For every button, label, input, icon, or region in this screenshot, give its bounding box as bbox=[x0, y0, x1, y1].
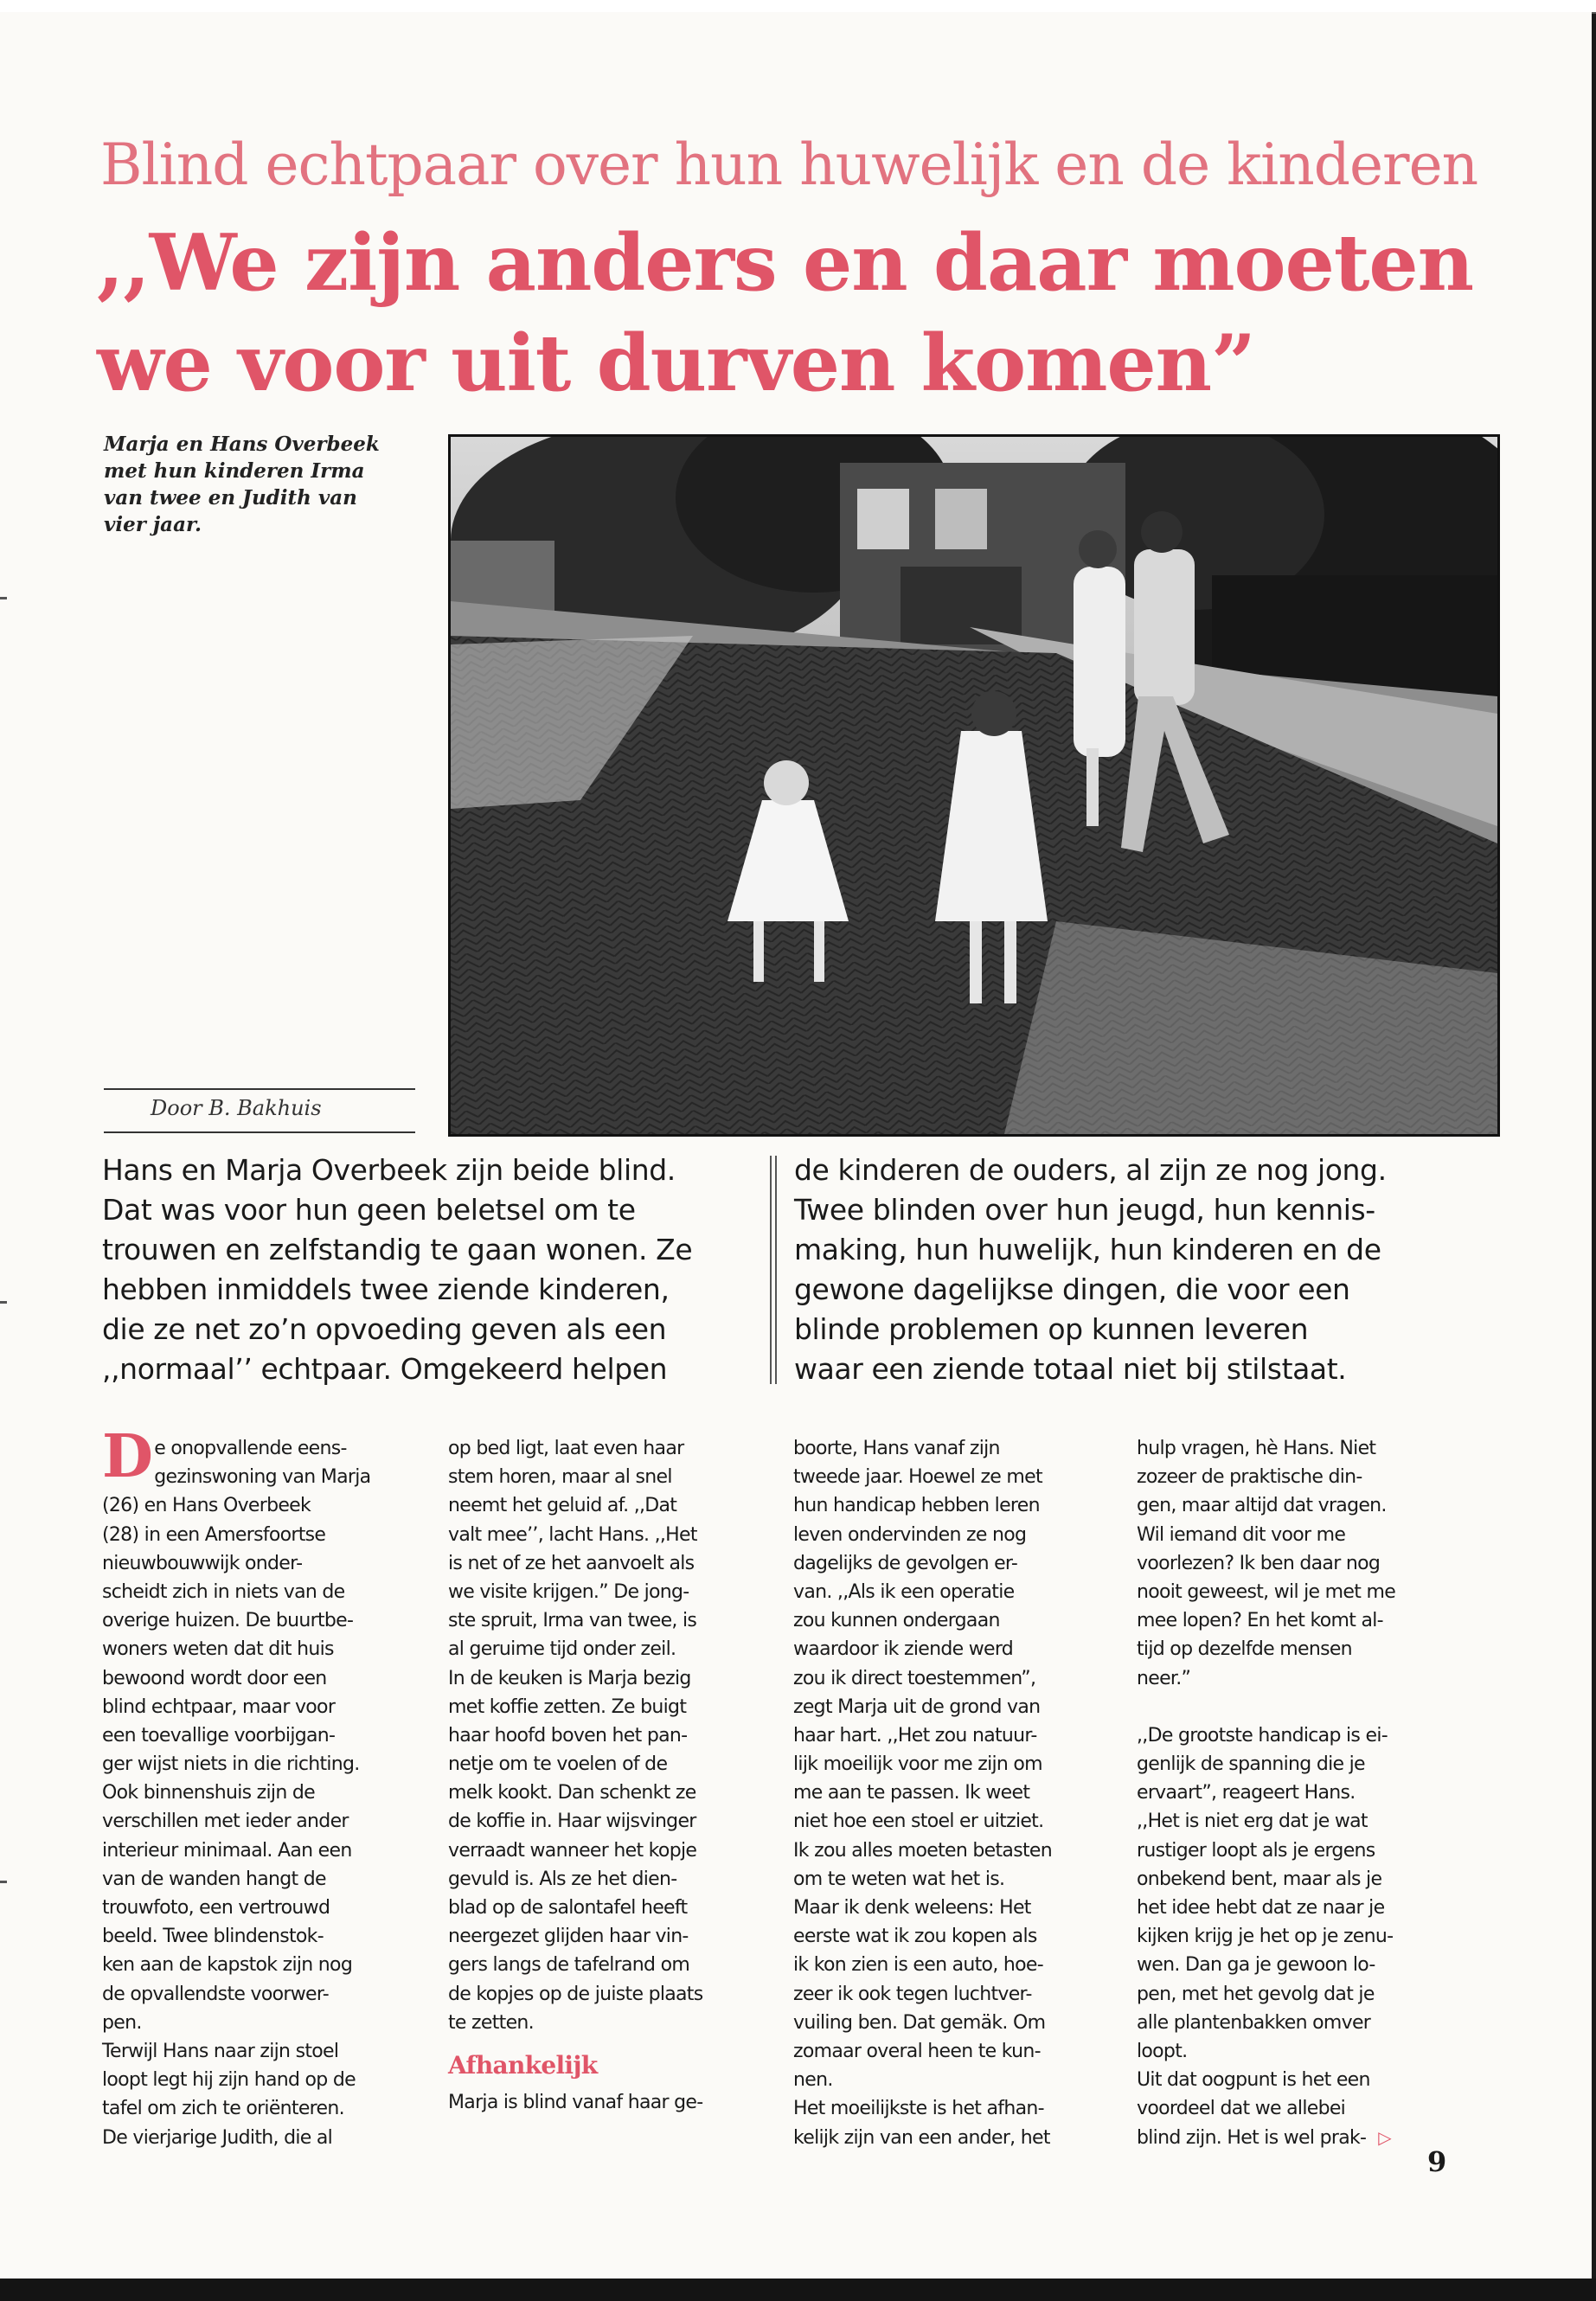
col2-after-lines bbox=[448, 2088, 777, 2117]
body-line: haar hoofd boven het pan- bbox=[448, 1724, 688, 1747]
body-line: netje om te voelen of de bbox=[448, 1753, 668, 1776]
body-line: De vierjarige Judith, die al bbox=[102, 2126, 333, 2149]
continue-arrow-icon: ▷ bbox=[1378, 2126, 1391, 2148]
body-line: blad op de salontafel heeft bbox=[448, 1897, 688, 1919]
body-line: woners weten dat dit huis bbox=[102, 1638, 334, 1661]
body-line: tafel om zich te oriënteren. bbox=[102, 2098, 344, 2120]
body-line: al geruime tijd onder zeil. bbox=[448, 1638, 676, 1661]
body-line: zeer ik ook tegen luchtver- bbox=[793, 1983, 1032, 2005]
body-line: haar hart. ,,Het zou natuur- bbox=[793, 1724, 1037, 1747]
body-line: zomaar overal heen te kun- bbox=[793, 2040, 1041, 2062]
intro-right bbox=[794, 1150, 1477, 1389]
body-line: Het moeilijkste is het afhan- bbox=[793, 2098, 1044, 2120]
body-line: blind echtpaar, maar voor bbox=[102, 1695, 336, 1718]
col4-lines-b bbox=[1137, 1721, 1465, 2124]
body-line: hulp vragen, hè Hans. Niet bbox=[1137, 1438, 1376, 1459]
body-line: (28) in een Amersfoortse bbox=[102, 1523, 326, 1546]
body-line: een toevallige voorbijgan- bbox=[102, 1724, 336, 1747]
col1-lines bbox=[102, 1521, 431, 2152]
intro-line: de kinderen de ouders, al zijn ze nog jong. bbox=[794, 1153, 1387, 1187]
body-line: gezinswoning van Marja bbox=[154, 1466, 371, 1489]
intro-line: blinde problemen op kunnen leveren bbox=[794, 1312, 1309, 1346]
body-line: pen. bbox=[102, 2011, 142, 2034]
body-line: In de keuken is Marja bezig bbox=[448, 1667, 691, 1689]
body-column-4 bbox=[1137, 1434, 1465, 2152]
body-line: neemt het geluid af. ,,Dat bbox=[448, 1495, 677, 1517]
body-line: melk kookt. Dan schenkt ze bbox=[448, 1782, 696, 1804]
margin-mark bbox=[0, 597, 7, 599]
body-line: niet hoe een stoel er uitziet. bbox=[793, 1811, 1044, 1833]
body-line: ik kon zien is een auto, hoe- bbox=[793, 1954, 1043, 1977]
body-line: zou ik direct toestemmen”, bbox=[793, 1667, 1036, 1689]
body-line: leven ondervinden ze nog bbox=[793, 1523, 1027, 1546]
body-line: tijd op dezelfde mensen bbox=[1137, 1638, 1352, 1661]
body-line: Maar ik denk weleens: Het bbox=[793, 1897, 1031, 1919]
body-column-3 bbox=[793, 1434, 1122, 2152]
body-line: kijken krijg je het op je zenu- bbox=[1137, 1926, 1394, 1948]
body-line: hun handicap hebben leren bbox=[793, 1495, 1040, 1517]
body-line: neer.” bbox=[1137, 1667, 1191, 1689]
body-line: Terwijl Hans naar zijn stoel bbox=[102, 2040, 339, 2062]
photo-caption bbox=[104, 431, 415, 538]
body-line: tweede jaar. Hoewel ze met bbox=[793, 1466, 1042, 1489]
body-line: ,,Het is niet erg dat je wat bbox=[1137, 1811, 1368, 1833]
intro-line: ,,normaal’’ echtpaar. Omgekeerd helpen bbox=[102, 1352, 668, 1386]
margin-mark bbox=[0, 1881, 7, 1883]
family-photo bbox=[448, 434, 1500, 1137]
body-line: alle plantenbakken omver bbox=[1137, 2011, 1371, 2034]
magazine-page bbox=[0, 12, 1592, 2279]
body-line: wen. Dan ga je gewoon lo- bbox=[1137, 1954, 1375, 1977]
body-line: met koffie zetten. Ze buigt bbox=[448, 1695, 687, 1718]
body-line: nen. bbox=[793, 2069, 833, 2092]
paragraph-gap bbox=[1137, 1693, 1465, 1721]
body-line: voordeel dat we allebei bbox=[1137, 2098, 1346, 2120]
body-line: van de wanden hangt de bbox=[102, 1868, 326, 1890]
body-line: verraadt wanneer het kopje bbox=[448, 1839, 697, 1862]
body-line: loopt legt hij zijn hand op de bbox=[102, 2069, 356, 2092]
caption-line: van twee en Judith van bbox=[104, 486, 357, 510]
col2-lines bbox=[448, 1434, 777, 2037]
intro-line: trouwen en zelfstandig te gaan wonen. Ze bbox=[102, 1233, 693, 1266]
headline-line: we voor uit durven komen” bbox=[97, 317, 1255, 409]
body-line: eerste wat ik zou kopen als bbox=[793, 1926, 1037, 1948]
body-line: stem horen, maar al snel bbox=[448, 1466, 672, 1489]
section-subhead: Afhankelijk bbox=[448, 2050, 598, 2080]
body-line: genlijk de spanning die je bbox=[1137, 1753, 1365, 1776]
body-line: we visite krijgen.” De jong- bbox=[448, 1580, 689, 1603]
body-line bbox=[1137, 2124, 1465, 2152]
body-line: me aan te passen. Ik weet bbox=[793, 1782, 1030, 1804]
body-line: zozeer de praktische din- bbox=[1137, 1466, 1362, 1489]
caption-line: met hun kinderen Irma bbox=[104, 459, 365, 483]
body-line: boorte, Hans vanaf zijn bbox=[793, 1438, 1000, 1459]
body-line: waardoor ik ziende werd bbox=[793, 1638, 1014, 1661]
body-line: onbekend bent, maar als je bbox=[1137, 1868, 1382, 1890]
margin-mark bbox=[0, 1301, 7, 1304]
body-line: scheidt zich in niets van de bbox=[102, 1580, 345, 1603]
body-line: ste spruit, Irma van twee, is bbox=[448, 1610, 697, 1632]
body-line: e onopvallende eens- bbox=[154, 1438, 347, 1459]
byline-rule bbox=[104, 1088, 415, 1090]
body-line: gevuld is. Als ze het dien- bbox=[448, 1868, 677, 1890]
body-line: trouwfoto, een vertrouwd bbox=[102, 1897, 330, 1919]
intro-line: waar een ziende totaal niet bij stilstaat. bbox=[794, 1352, 1347, 1386]
caption-line: Marja en Hans Overbeek bbox=[104, 433, 380, 456]
body-line: ger wijst niets in die richting. bbox=[102, 1753, 360, 1776]
body-line: bewoond wordt door een bbox=[102, 1667, 327, 1689]
body-line: de koffie in. Haar wijsvinger bbox=[448, 1811, 696, 1833]
body-line: voorlezen? Ik ben daar nog bbox=[1137, 1552, 1381, 1574]
headline-line: ,,We zijn anders en daar moeten bbox=[97, 217, 1474, 309]
intro-line: Dat was voor hun geen beletsel om te bbox=[102, 1193, 636, 1227]
body-line: nooit geweest, wil je met me bbox=[1137, 1580, 1396, 1603]
body-line: gen, maar altijd dat vragen. bbox=[1137, 1495, 1387, 1517]
intro-divider bbox=[770, 1156, 772, 1384]
byline-rule bbox=[104, 1131, 415, 1133]
body-line: (26) en Hans Overbeek bbox=[102, 1495, 311, 1517]
article-headline bbox=[97, 213, 1533, 413]
body-line: neergezet glijden haar vin- bbox=[448, 1926, 689, 1948]
body-line: op bed ligt, laat even haar bbox=[448, 1438, 684, 1459]
body-line: mee lopen? En het komt al- bbox=[1137, 1610, 1383, 1632]
body-line: valt mee’’, lacht Hans. ,,Het bbox=[448, 1523, 697, 1546]
body-line: rustiger loopt als je ergens bbox=[1137, 1839, 1375, 1862]
body-line: de opvallendste voorwer- bbox=[102, 1983, 329, 2005]
col4-lines-a bbox=[1137, 1434, 1465, 1693]
body-line: ,,De grootste handicap is ei- bbox=[1137, 1724, 1388, 1747]
body-line: nieuwbouwwijk onder- bbox=[102, 1552, 303, 1574]
body-line: om te weten wat het is. bbox=[793, 1868, 1005, 1890]
intro-line: die ze net zo’n opvoeding geven als een bbox=[102, 1312, 667, 1346]
body-line: is net of ze het aanvoelt als bbox=[448, 1552, 695, 1574]
intro-line: Twee blinden over hun jeugd, hun kennis- bbox=[794, 1193, 1375, 1227]
body-line: Ik zou alles moeten betasten bbox=[793, 1839, 1052, 1862]
body-line: het idee hebt dat ze naar je bbox=[1137, 1897, 1385, 1919]
drop-cap: D bbox=[102, 1422, 153, 1491]
scan-bottom-edge bbox=[0, 2279, 1596, 2301]
body-line: van. ,,Als ik een operatie bbox=[793, 1580, 1015, 1603]
body-line: kelijk zijn van een ander, het bbox=[793, 2126, 1050, 2149]
body-line: dagelijks de gevolgen er- bbox=[793, 1552, 1018, 1574]
body-line: Wil iemand dit voor me bbox=[1137, 1523, 1346, 1546]
body-column-2 bbox=[448, 1434, 777, 2117]
intro-line: hebben inmiddels twee ziende kinderen, bbox=[102, 1272, 670, 1306]
last-line-text: blind zijn. Het is wel prak- bbox=[1137, 2126, 1367, 2149]
intro-line: Hans en Marja Overbeek zijn beide blind. bbox=[102, 1153, 676, 1187]
body-line: Marja is blind vanaf haar ge- bbox=[448, 2092, 703, 2114]
body-line: ervaart”, reageert Hans. bbox=[1137, 1782, 1356, 1804]
intro-line: gewone dagelijkse dingen, die voor een bbox=[794, 1272, 1350, 1306]
col3-lines bbox=[793, 1434, 1122, 2152]
body-line: te zetten. bbox=[448, 2011, 534, 2034]
body-line: de kopjes op de juiste plaats bbox=[448, 1983, 703, 2005]
body-line: loopt. bbox=[1137, 2040, 1188, 2062]
body-line: beeld. Twee blindenstok- bbox=[102, 1926, 324, 1948]
page-number: 9 bbox=[1427, 2145, 1447, 2178]
body-line: zou kunnen ondergaan bbox=[793, 1610, 1000, 1632]
body-line: pen, met het gevolg dat je bbox=[1137, 1983, 1375, 2005]
article-kicker: Blind echtpaar over hun huwelijk en de kinderen bbox=[100, 131, 1478, 198]
body-line: overige huizen. De buurtbe- bbox=[102, 1610, 354, 1632]
body-line: zegt Marja uit de grond van bbox=[793, 1695, 1041, 1718]
body-line: interieur minimaal. Aan een bbox=[102, 1839, 352, 1862]
intro-left bbox=[102, 1150, 785, 1389]
body-line: lijk moeilijk voor me zijn om bbox=[793, 1753, 1042, 1776]
intro-divider bbox=[775, 1156, 777, 1384]
body-line: ken aan de kapstok zijn nog bbox=[102, 1954, 353, 1977]
caption-line: vier jaar. bbox=[104, 513, 202, 536]
body-line: Ook binnenshuis zijn de bbox=[102, 1782, 315, 1804]
body-column-1 bbox=[102, 1422, 431, 2152]
photo-illustration bbox=[451, 437, 1497, 1134]
body-line: Uit dat oogpunt is het een bbox=[1137, 2069, 1370, 2092]
body-line: verschillen met ieder ander bbox=[102, 1811, 349, 1833]
intro-line: making, hun huwelijk, hun kinderen en de bbox=[794, 1233, 1381, 1266]
body-line: vuiling ben. Dat gemäk. Om bbox=[793, 2011, 1046, 2034]
byline: Door B. Bakhuis bbox=[151, 1096, 322, 1120]
body-line: gers langs de tafelrand om bbox=[448, 1954, 690, 1977]
